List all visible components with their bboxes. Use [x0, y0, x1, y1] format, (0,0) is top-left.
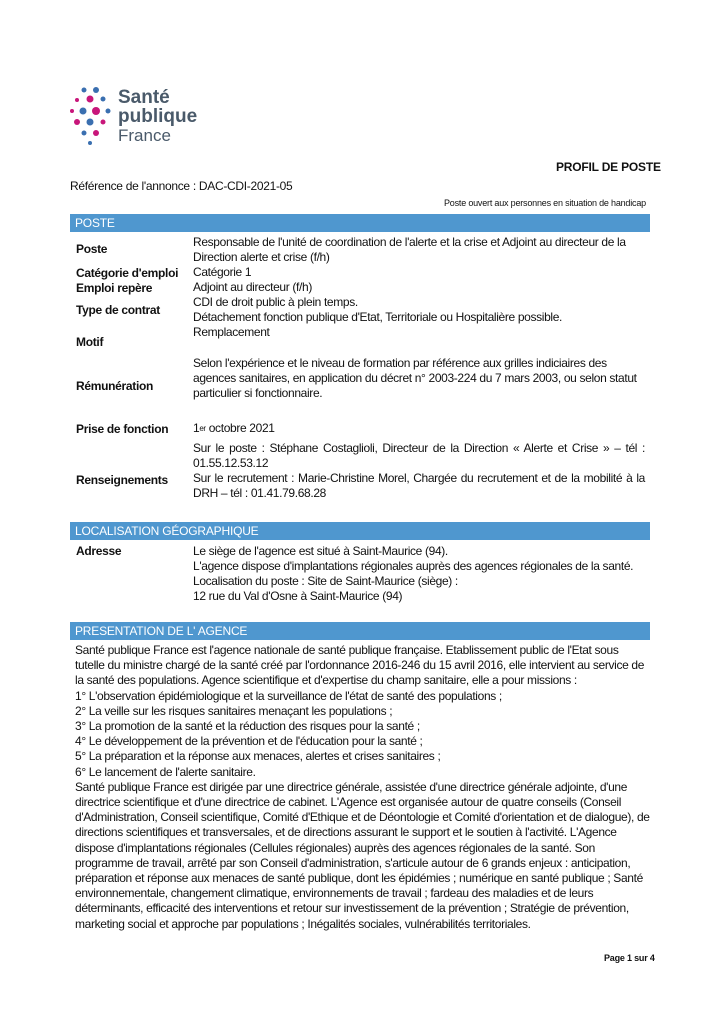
logo: [66, 84, 216, 154]
poste-label: Poste: [76, 242, 108, 256]
contrat-line-1: CDI de droit public à plein temps.: [193, 295, 358, 309]
mission-item: 5° La préparation et la réponse aux menaces, alertes et crises sanitaires ;: [75, 749, 441, 764]
presentation-text: [75, 643, 650, 932]
contrat-line-2: Détachement fonction publique d'Etat, Territoriale ou Hospitalière possible.: [193, 310, 563, 324]
categorie-value: Catégorie 1: [193, 265, 252, 279]
emploi-value: Adjoint au directeur (f/h): [193, 280, 312, 294]
presentation-intro: Santé publique France est l'agence nationale de santé publique française. Etablissement public de l'Etat sous tutelle du ministre chargé de la santé créé par l'ordonnance 2016-246 du 15 avril 2016, elle intervient au service de la santé des populations. Agence scientifique et d'expertise du champ sanitaire, elle a pour missions :: [75, 643, 645, 688]
job-reference: Référence de l'annonce : DAC-CDI-2021-05: [70, 179, 293, 193]
adresse-line-3: Localisation du poste : Site de Saint-Maurice (siège) :: [193, 574, 458, 588]
adresse-value: [193, 544, 645, 604]
motif-label: Motif: [76, 335, 104, 349]
prise-value: [193, 421, 645, 436]
logo-line-1: Santé: [118, 87, 170, 108]
prise-label: Prise de fonction: [76, 422, 169, 436]
page-title: PROFIL DE POSTE: [556, 160, 661, 174]
poste-value: Responsable de l'unité de coordination de l'alerte et la crise et Adjoint au directeur de la Direction alerte et crise (f/h): [193, 235, 626, 264]
adresse-label: Adresse: [76, 544, 122, 558]
prise-sup: er: [199, 424, 206, 433]
presentation-body: Santé publique France est dirigée par une directrice générale, assistée d'une directrice générale adjointe, d'une directrice scientifique et d'une directrice de cabinet. L'Agence est organisée autour de quatre conseils (Conseil d'Administration, Conseil scientifique, Comité d'Ethique et de Déontologie et Comité d'orientation et de dialogue), de directions scientifiques et transversales, et de directions assurant le support et le soutien à l'activité. L'Agence dispose d'implantations régionales (Cellules régionales) auprès des agences régionales de la santé. Son programme de travail, arrêté par son Conseil d'administration, s'articule autour de 6 grands enjeux : anticipation, préparation et réponse aux menaces de santé publique, dont les épidémies ; numérique en santé publique ; Santé environnementale, changement climatique, environnements de travail ; fardeau des maladies et de leurs déterminants, efficacité des interventions et retour sur investissement de la prévention ; Stratégie de prévention, marketing social et approche par populations ; Inégalités sociales, vulnérabilités territoriales.: [75, 779, 650, 931]
prise-day: 1: [193, 421, 200, 435]
page-number: Page 1 sur 4: [604, 953, 655, 963]
mission-item: 3° La promotion de la santé et la réduction des risques pour la santé ;: [75, 719, 420, 734]
section-presentation-header: PRESENTATION DE L' AGENCE: [70, 622, 650, 640]
logo-text: [118, 88, 197, 145]
mission-item: 1° L'observation épidémiologique et la surveillance de l'état de santé des populations ;: [75, 688, 502, 703]
section-localisation-header: LOCALISATION GÉOGRAPHIQUE: [70, 522, 650, 540]
remuneration-label: Rémunération: [76, 379, 154, 393]
mission-item: 4° Le développement de la prévention et de l'éducation pour la santé ;: [75, 734, 423, 749]
logo-dots-icon: [66, 84, 118, 156]
contrat-value: [193, 295, 645, 325]
renseignements-line-1: Sur le poste : Stéphane Costaglioli, Directeur de la Direction « Alerte et Crise » – tél : 01.55.12.53.12: [193, 441, 645, 470]
contrat-label: Type de contrat: [76, 303, 160, 317]
adresse-line-1: Le siège de l'agence est situé à Saint-Maurice (94).: [193, 544, 448, 558]
renseignements-line-2: Sur le recrutement : Marie-Christine Morel, Chargée du recrutement et de la mobilité à la DRH – tél : 01.41.79.68.28: [193, 471, 645, 500]
emploi-label: Emploi repère: [76, 281, 153, 295]
prise-rest: octobre 2021: [205, 421, 275, 435]
section-poste-header: POSTE: [70, 214, 650, 232]
logo-line-2: publique: [118, 106, 198, 127]
renseignements-label: Renseignements: [76, 473, 168, 487]
adresse-line-4: 12 rue du Val d'Osne à Saint-Maurice (94): [193, 589, 403, 603]
motif-value: Remplacement: [193, 325, 270, 339]
renseignements-value: [193, 441, 645, 501]
mission-item: 6° Le lancement de l'alerte sanitaire.: [75, 764, 256, 779]
handicap-note: Poste ouvert aux personnes en situation de handicap: [444, 198, 646, 208]
logo-line-3: France: [118, 126, 171, 145]
categorie-label: Catégorie d'emploi: [76, 266, 179, 280]
adresse-line-2: L'agence dispose d'implantations régionales auprès des agences régionales de la santé.: [193, 559, 634, 573]
mission-item: 2° La veille sur les risques sanitaires menaçant les populations ;: [75, 703, 393, 718]
remuneration-value: Selon l'expérience et le niveau de formation par référence aux grilles indiciaires des agences sanitaires, en application du décret n° 2003-224 du 7 mars 2003, ou selon statut particulier si fonctionnaire.: [193, 356, 637, 400]
